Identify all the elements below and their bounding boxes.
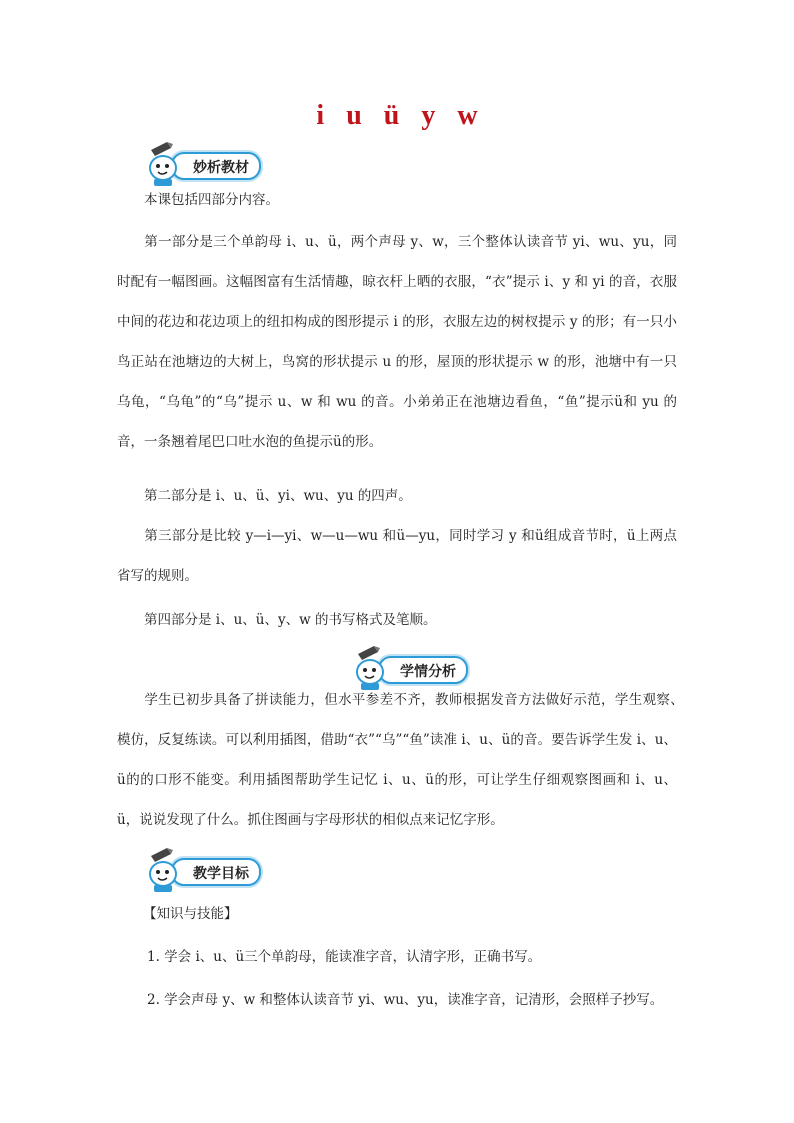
section-title: 妙析教材	[193, 160, 249, 176]
part1-paragraph	[117, 222, 677, 462]
part2-text: 第二部分是 i、u、ü、yi、wu、yu 的四声。	[144, 488, 412, 504]
goal-item-1: 1. 学会 i、u、ü三个单韵母，能读准字音，认清字形，正确书写。	[147, 949, 542, 965]
title-letter-w: w	[457, 100, 478, 131]
part4-paragraph	[117, 600, 677, 640]
title-letter-v: ü	[383, 100, 400, 131]
title-letter-i: i	[316, 100, 325, 131]
intro-text: 本课包括四部分内容。	[144, 192, 279, 208]
section-title: 教学目标	[193, 866, 249, 882]
part3-paragraph	[117, 516, 677, 596]
page-title	[0, 100, 794, 132]
goal-item-2: 2. 学会声母 y、w 和整体认读音节 yi、wu、yu，读准字音，记清形，会照样子抄写。	[147, 992, 664, 1008]
part4-text: 第四部分是 i、u、ü、y、w 的书写格式及笔顺。	[144, 612, 437, 628]
pencil-mascot-icon	[145, 846, 185, 894]
intro-paragraph	[117, 180, 677, 220]
goal-heading: 【知识与技能】	[143, 906, 238, 922]
part1-text: 第一部分是三个单韵母 i、u、ü，两个声母 y、w，三个整体认读音节 yi、wu、yu，同时配有一幅图画。这幅图富有生活情趣，晾衣杆上晒的衣服，“衣”提示 i、y 和 yi 的音，衣服中间的花边和花边项上的纽扣构成的图形提示 i 的形，衣服左边的树杈提示 y 的形；有一只小鸟正站在池塘边的大树上，鸟窝的形状提示 u 的形，屋顶的形状提示 w 的形，池塘中有一只乌龟，“乌龟”的“乌”提示 u、w 和 wu 的音。小弟弟正在池塘边看鱼，“鱼”提示ü和 yu 的音，一条翘着尾巴口吐水泡的鱼提示ü的形。	[117, 234, 677, 450]
title-letter-y: y	[421, 100, 436, 131]
section-title: 学情分析	[400, 664, 456, 680]
part2-paragraph	[117, 476, 677, 516]
part3-text: 第三部分是比较 y—i—yi、w—u—wu 和ü—yu，同时学习 y 和ü组成音节时，ü上两点省写的规则。	[117, 528, 677, 584]
analysis-paragraph	[117, 680, 691, 840]
analysis-text: 学生已初步具备了拼读能力，但水平参差不齐，教师根据发音方法做好示范，学生观察、 模仿，反复练读。可以利用插图，借助“衣”“乌”“鱼”读准 i、u、ü的音。要告诉学生发 i、u、ü的的口形不能变。利用插图帮助学生记忆 i、u、ü的形，可让学生仔细观察图画和 i、u、ü，说说发现了什么。抓住图画与字母形状的相似点来记忆字形。	[117, 692, 691, 828]
title-letter-u: u	[346, 100, 362, 131]
section-header-goals	[145, 846, 265, 898]
